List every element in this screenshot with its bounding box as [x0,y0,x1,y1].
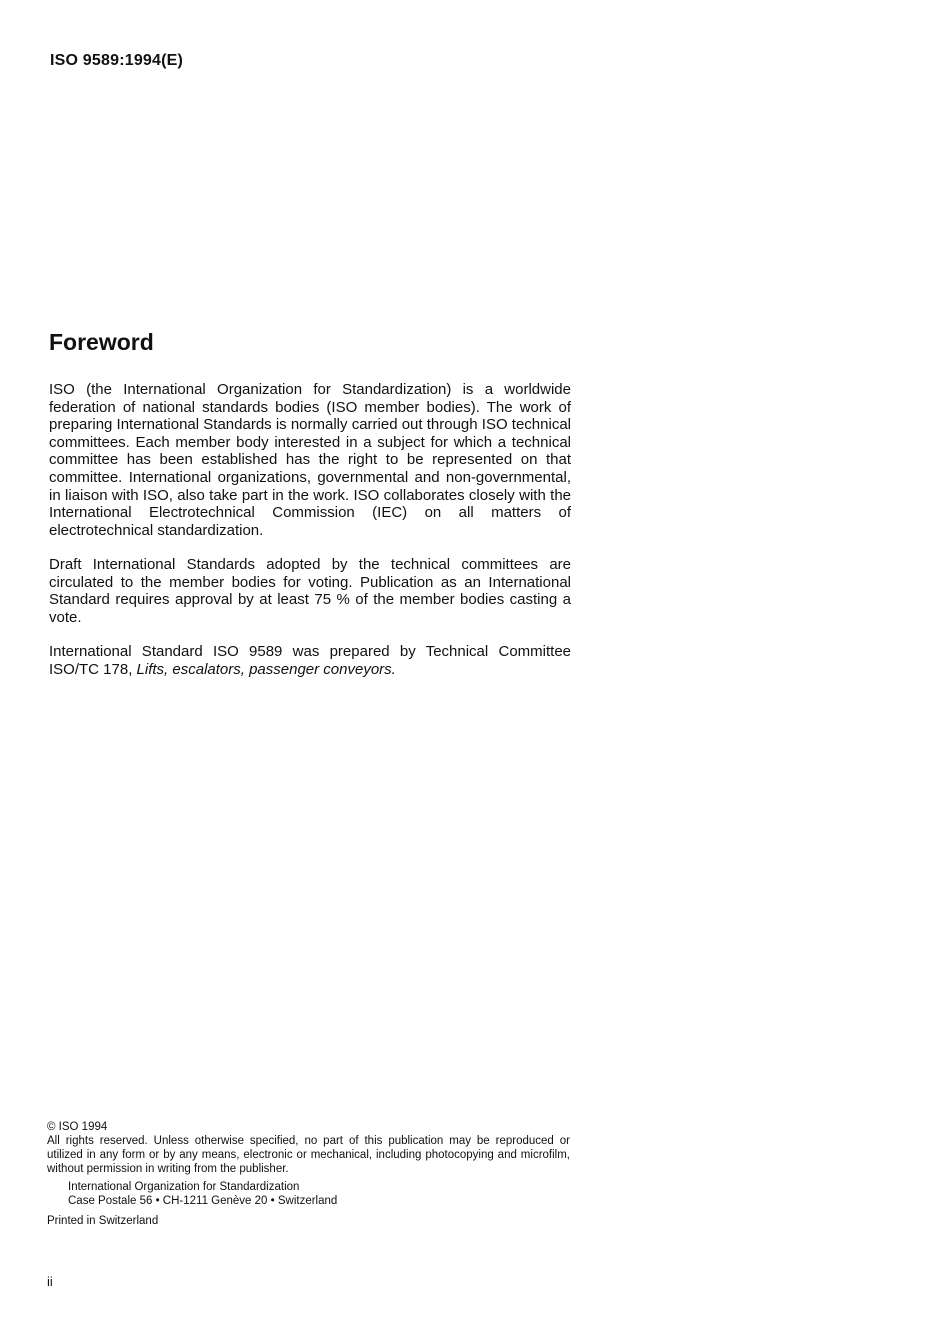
publisher-address [47,1180,570,1208]
foreword-paragraph-1: ISO (the International Organization for Standardization) is a worldwide federation of national standards bodies (ISO member bodies). The work of preparing International Standards is normally carried out through ISO technical committees. Each member body interested in a subject for which a technical committee has been established has the right to be represented on that committee. International organizations, governmental and non-governmental, in liaison with ISO, also take part in the work. ISO collaborates closely with the International Electrotechnical Commission (IEC) on all matters of electrotechnical standardization. [49,381,571,539]
paragraph-3-text: International Standard ISO 9589 was prepared by Technical Committee ISO/TC 178, [49,643,571,678]
copyright-block [47,1120,570,1228]
copyright-notice: © ISO 1994 [47,1121,108,1133]
foreword-paragraph-2: Draft International Standards adopted by the technical committees are circulated to the member bodies for voting. Publication as an International Standard requires approval by at least 75 % of the member bodies casting a vote. [49,556,571,626]
foreword-heading: Foreword [49,329,154,355]
page-number: ii [47,1274,53,1289]
printed-in: Printed in Switzerland [47,1215,159,1227]
foreword-paragraph-3 [49,643,571,678]
committee-title: Lifts, escalators, passenger conveyors. [136,660,396,678]
publisher-organization: International Organization for Standardization [68,1181,300,1193]
rights-statement: All rights reserved. Unless otherwise specified, no part of this publication may be reproduced or utilized in any form or by any means, electronic or mechanical, including photocopying and microfilm, without permission in writing from the publisher. [47,1135,570,1175]
document-id: ISO 9589:1994(E) [50,52,184,69]
publisher-postal-address: Case Postale 56 • CH-1211 Genève 20 • Switzerland [68,1195,338,1207]
